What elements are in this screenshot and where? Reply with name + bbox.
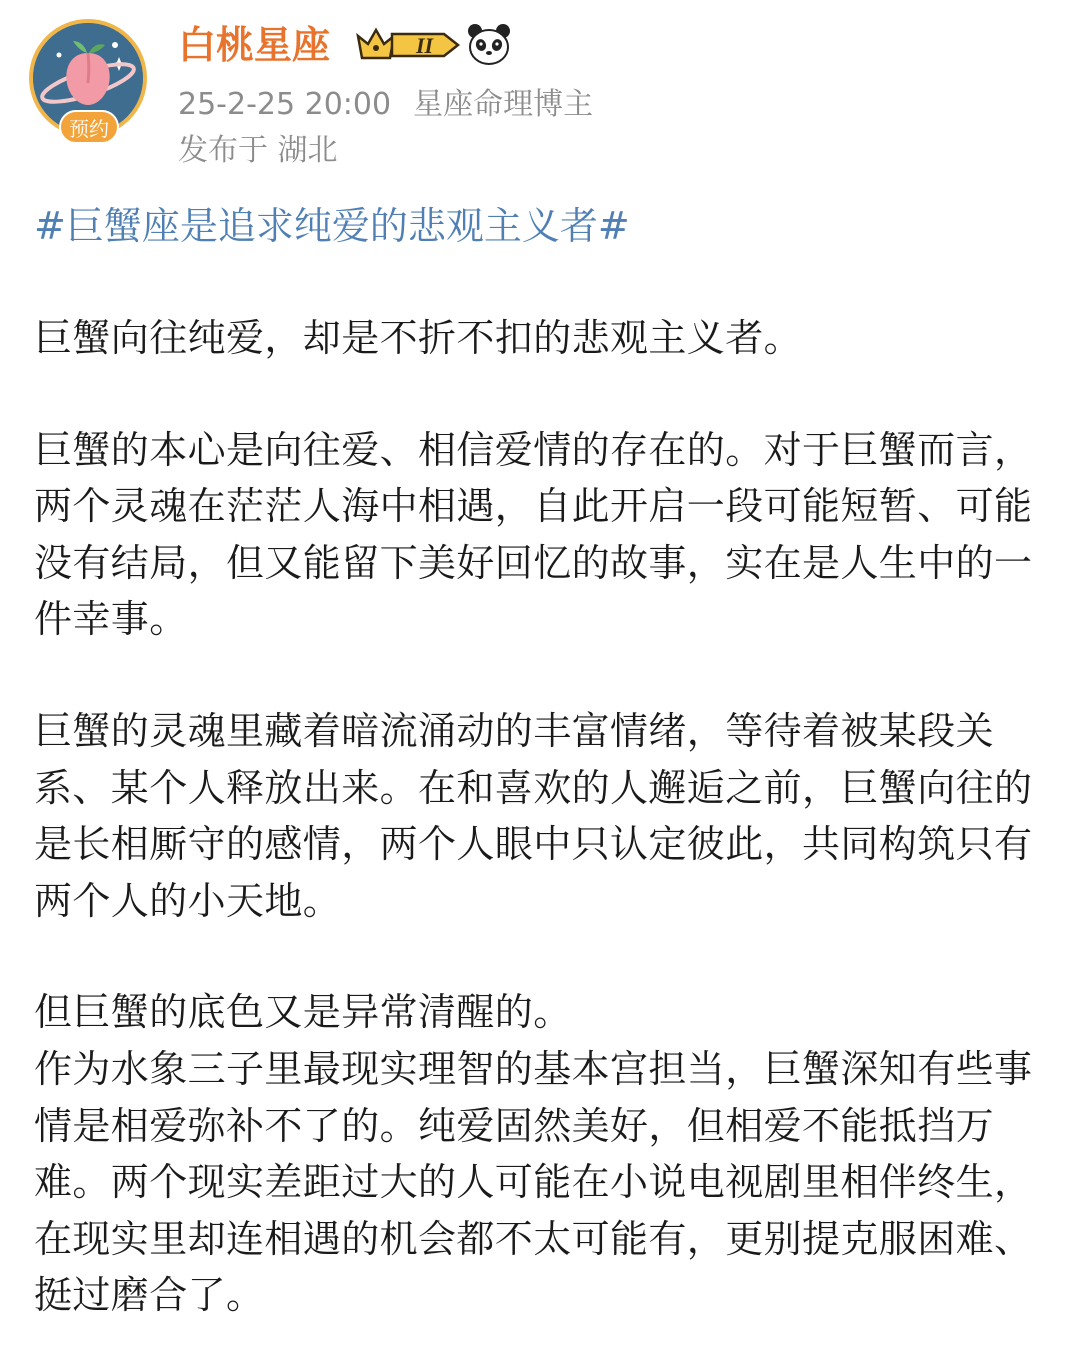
vip-level-text: II — [416, 33, 434, 58]
post-paragraph-2: 巨蟹的本心是向往爱、相信爱情的存在的。对于巨蟹而言，两个灵魂在茫茫人海中相遇，自此开启一段可能短暂、可能没有结局，但又能留下美好回忆的故事，实在是人生中的一件幸事。 — [34, 427, 1033, 642]
post-paragraph-5: 作为水象三子里最现实理智的基本宫担当，巨蟹深知有些事情是相爱弥补不了的。纯爱固然美好，但相爱不能抵挡万难。两个现实差距过大的人可能在小说电视剧里相伴终生，在现实里却连相遇的机会都不太可能有，更别提克服困难、挺过磨合了。 — [34, 1046, 1033, 1318]
post-location: 发布于 湖北 — [178, 133, 338, 168]
post-paragraph-3: 巨蟹的灵魂里藏着暗流涌动的丰富情绪，等待着被某段关系、某个人释放出来。在和喜欢的人邂逅之前，巨蟹向往的是长相厮守的感情，两个人眼中只认定彼此，共同构筑只有两个人的小天地。 — [34, 708, 1033, 923]
post-content — [34, 198, 1034, 1324]
reservation-badge[interactable]: 预约 — [59, 110, 119, 144]
username[interactable]: 白桃星座 — [178, 23, 331, 67]
post-paragraph-1: 巨蟹向往纯爱，却是不折不扣的悲观主义者。 — [34, 316, 803, 360]
crown-vip-badge-icon[interactable] — [354, 24, 464, 66]
avatar[interactable] — [25, 15, 155, 145]
post-timestamp: 25-2-25 20:00 — [178, 87, 392, 122]
topic-hashtag-link[interactable]: #巨蟹座是追求纯爱的悲观主义者# — [34, 204, 630, 248]
post-meta — [178, 86, 593, 124]
author-tag: 星座命理博主 — [413, 87, 594, 122]
post-header — [0, 0, 1080, 180]
panda-icon — [466, 22, 512, 66]
post-paragraph-4: 但巨蟹的底色又是异常清醒的。 — [34, 990, 572, 1035]
